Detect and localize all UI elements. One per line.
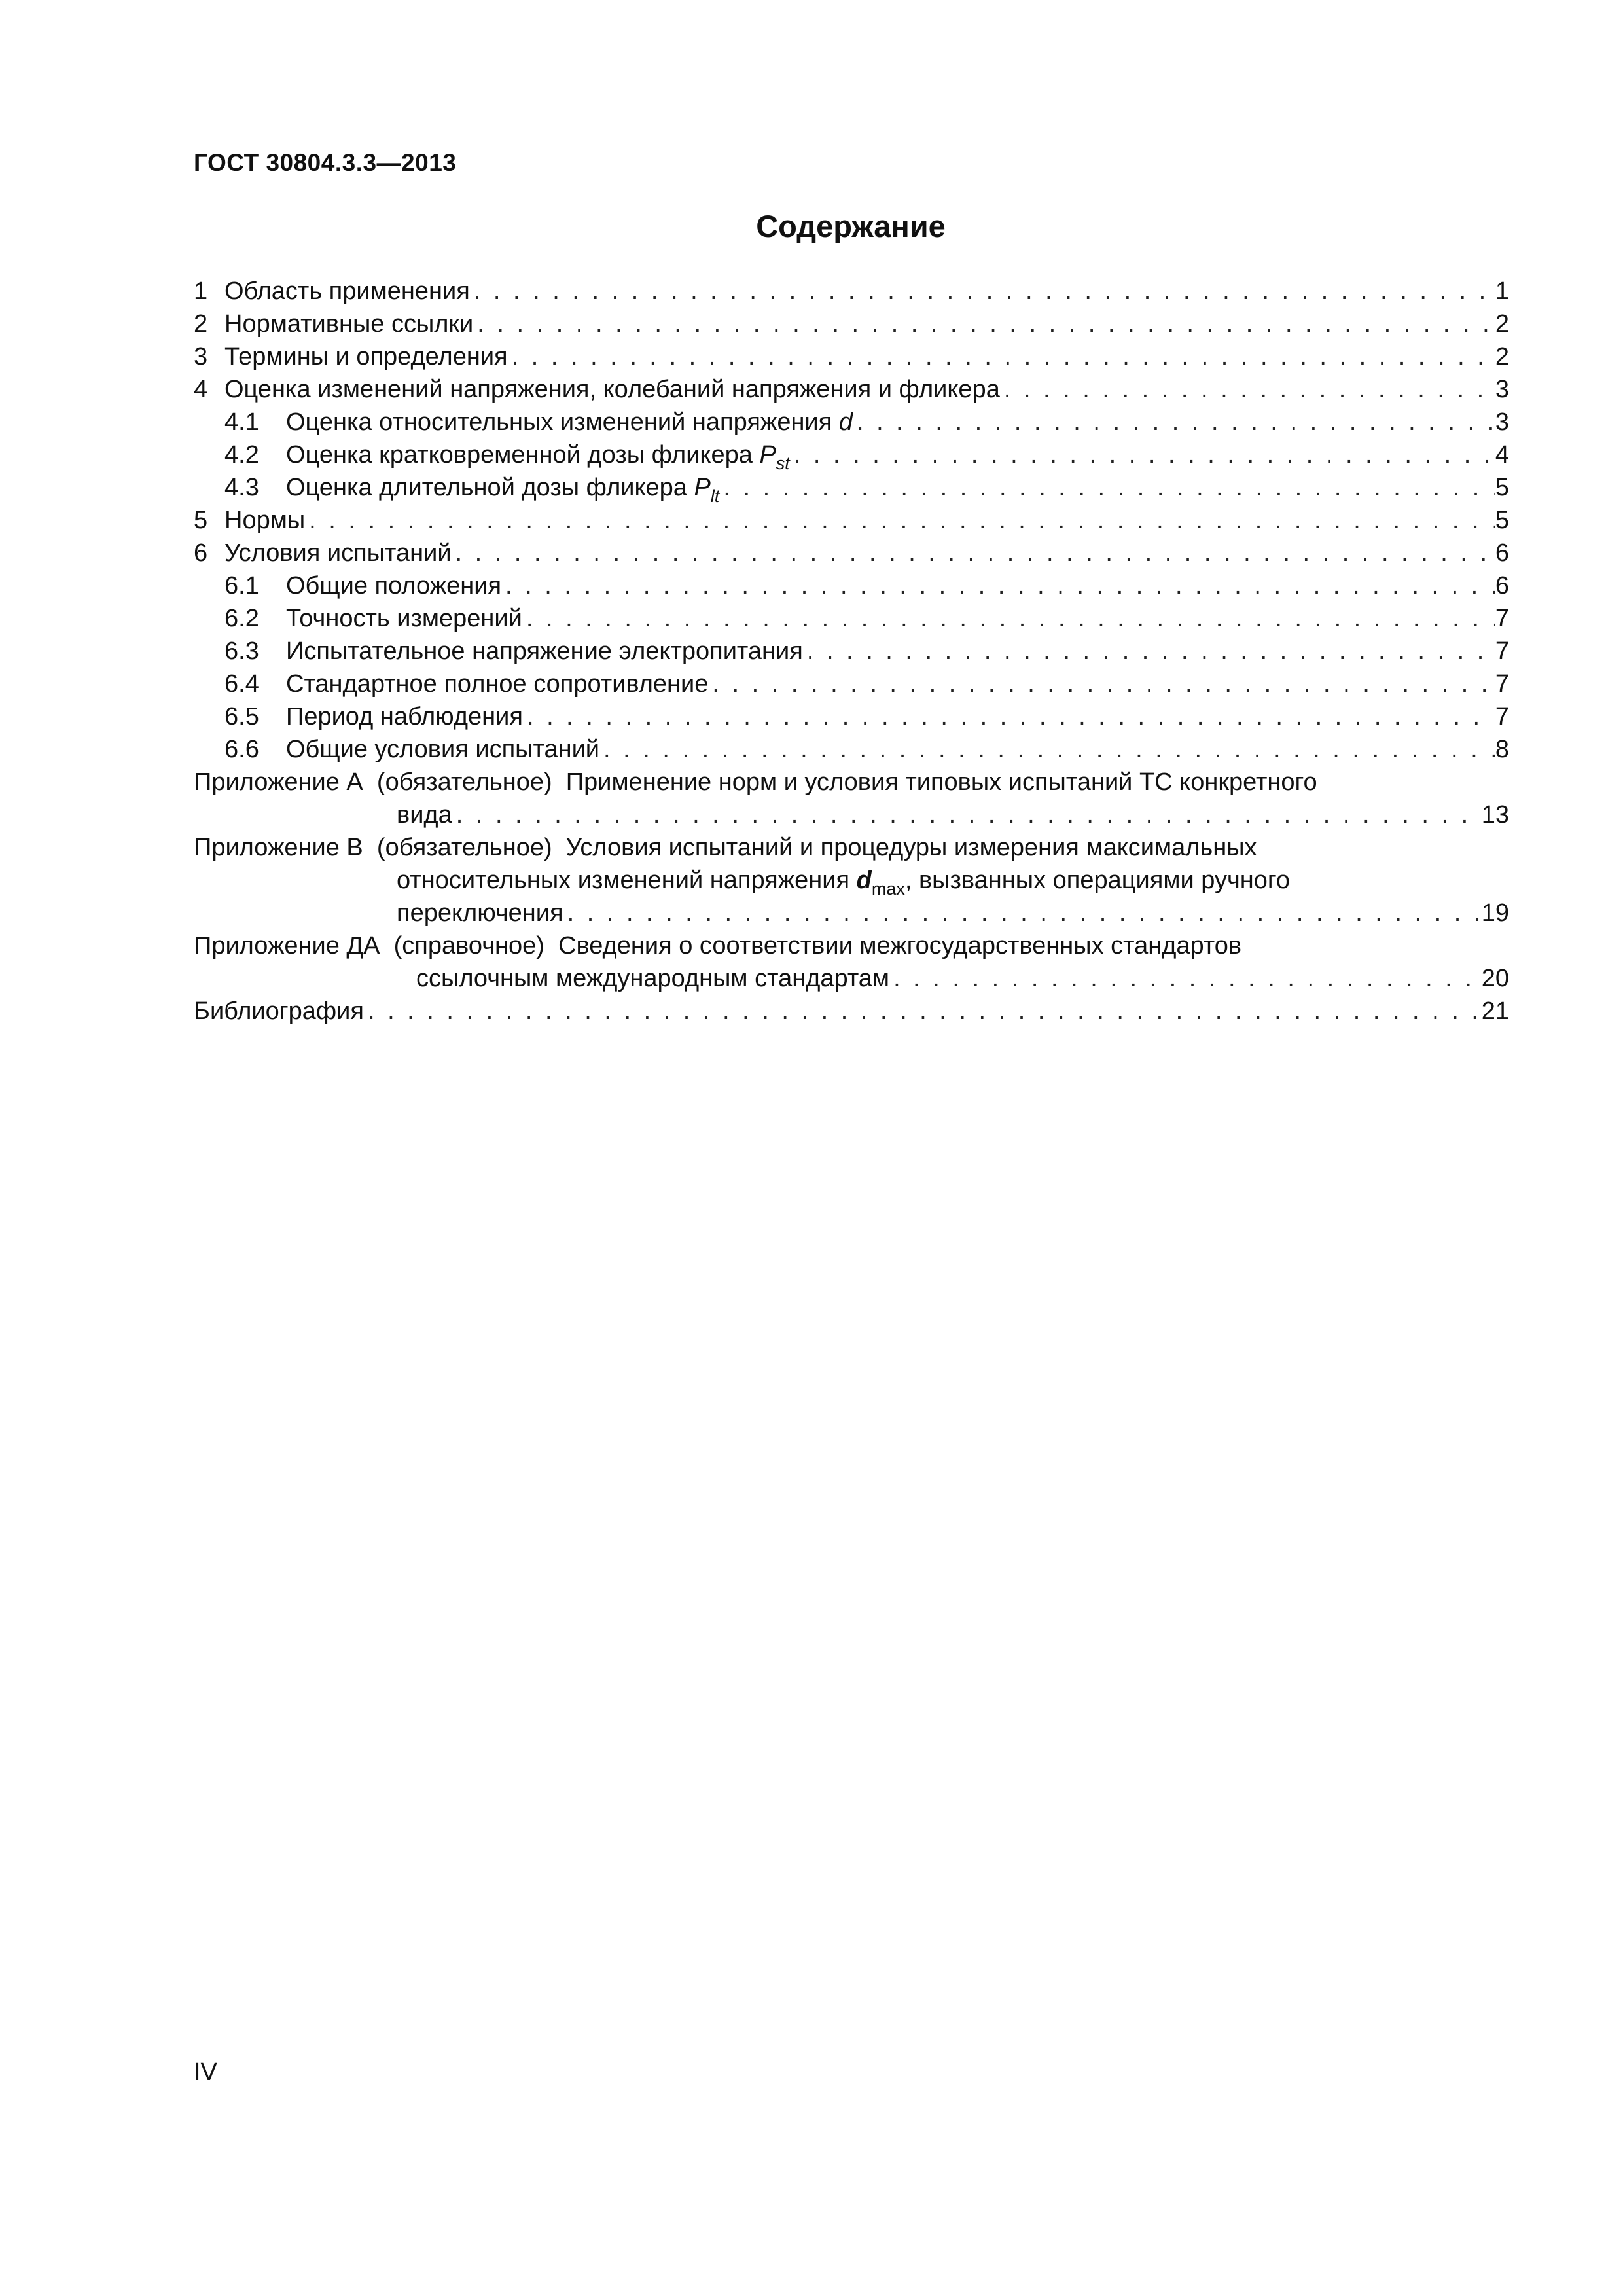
appendix-type: (обязательное) [376,834,552,861]
leader-dots [893,962,1482,995]
appendix-type: (справочное) [393,932,544,960]
symbol-subscript: lt [710,486,720,506]
toc-entry-6-5[interactable] [194,700,1509,733]
toc-number: 6.2 [224,605,259,632]
leader-dots [712,668,1495,700]
appendix-title-cont: ссылочным международным стандартам [416,965,890,992]
toc-entry-4[interactable] [194,373,1509,406]
toc-number: 6.1 [224,572,259,600]
toc-page: 21 [1481,997,1509,1025]
toc-label: Условия испытаний [224,539,452,567]
symbol-subscript: max [871,879,905,899]
symbol-subscript: st [776,454,790,473]
toc-label: Стандартное полное сопротивление [286,670,709,698]
toc-page: 7 [1495,703,1509,730]
toc-entry-3[interactable] [194,340,1509,373]
appendix-name: Приложение В [194,834,363,861]
appendix-type: (обязательное) [376,768,552,796]
toc-number: 2 [194,310,208,338]
toc-label: Оценка изменений напряжения, колебаний напряжения и фликера [224,376,1000,403]
leader-dots [527,700,1495,733]
leader-dots [857,406,1495,439]
toc-appendix-b-line-2 [194,864,1509,897]
toc-page: 6 [1495,572,1509,600]
toc-label: Испытательное напряжение электропитания [286,637,803,665]
leader-dots [309,504,1495,537]
toc-entry-4-1[interactable] [194,406,1509,439]
table-of-contents [194,275,1509,1028]
toc-page: 13 [1481,801,1509,829]
appendix-title: Применение норм и условия типовых испытаний ТС конкретного [565,768,1317,796]
toc-page: 2 [1495,343,1509,370]
toc-appendix-a-line-1[interactable] [194,766,1509,798]
symbol-d: d [838,408,853,436]
toc-page: 1 [1495,278,1509,305]
leader-dots [456,798,1482,831]
leader-dots [368,995,1482,1028]
leader-dots [603,733,1495,766]
toc-entry-1[interactable] [194,275,1509,308]
page-number: IV [194,2058,217,2086]
toc-label: Оценка кратковременной дозы фликера [286,441,753,469]
toc-number: 6.3 [224,637,259,665]
toc-label: Нормативные ссылки [224,310,474,338]
toc-label: Термины и определения [224,343,508,370]
toc-entry-5[interactable] [194,504,1509,537]
appendix-title: Сведения о соответствии межгосударственных стандартов [558,932,1242,960]
toc-label: Оценка длительной дозы фликера [286,474,687,501]
leader-dots [512,340,1495,373]
toc-page: 7 [1495,670,1509,698]
toc-number: 4.3 [224,474,259,501]
page-title: Содержание [756,209,946,243]
toc-label: Область применения [224,278,470,305]
appendix-title-cont: переключения [397,899,563,927]
toc-page: 8 [1495,736,1509,763]
toc-page: 19 [1481,899,1509,927]
toc-number: 6.6 [224,736,259,763]
toc-page: 3 [1495,376,1509,403]
toc-appendix-b-line-1[interactable] [194,831,1509,864]
toc-appendix-da-line-2[interactable] [194,962,1509,995]
appendix-title-cont: , вызванных операциями ручного [904,867,1291,894]
toc-number: 1 [194,278,208,305]
toc-label: Точность измерений [286,605,522,632]
toc-page: 7 [1495,637,1509,665]
toc-label: Общие условия испытаний [286,736,600,763]
toc-entry-2[interactable] [194,308,1509,340]
toc-label: Оценка относительных изменений напряжения [286,408,832,436]
toc-number: 4.1 [224,408,259,436]
document-code: ГОСТ 30804.3.3—2013 [194,149,457,176]
appendix-name: Приложение ДА [194,932,380,960]
toc-number: 5 [194,507,208,534]
toc-number: 3 [194,343,208,370]
toc-entry-6-6[interactable] [194,733,1509,766]
leader-dots [526,602,1495,635]
leader-dots [505,569,1495,602]
symbol-p: P [694,474,711,501]
leader-dots [794,439,1495,471]
toc-bibliography[interactable] [194,995,1509,1028]
toc-entry-6-1[interactable] [194,569,1509,602]
toc-number: 6.5 [224,703,259,730]
toc-number: 4.2 [224,441,259,469]
toc-entry-4-3[interactable] [194,471,1509,504]
toc-number: 6 [194,539,208,567]
toc-appendix-a-line-2[interactable] [194,798,1509,831]
toc-label: Нормы [224,507,306,534]
toc-entry-6-3[interactable] [194,635,1509,668]
toc-page: 4 [1495,441,1509,469]
toc-page: 3 [1495,408,1509,436]
toc-page: 6 [1495,539,1509,567]
leader-dots [1004,373,1495,406]
appendix-title-cont: относительных изменений напряжения [397,867,850,894]
toc-entry-6-2[interactable] [194,602,1509,635]
toc-page: 2 [1495,310,1509,338]
toc-entry-6[interactable] [194,537,1509,569]
leader-dots [477,308,1495,340]
symbol-p: P [759,441,776,469]
toc-page: 20 [1481,965,1509,992]
toc-label: Библиография [194,997,364,1025]
toc-number: 6.4 [224,670,259,698]
toc-appendix-da-line-1[interactable] [194,929,1509,962]
leader-dots [807,635,1495,668]
leader-dots [474,275,1495,308]
appendix-name: Приложение А [194,768,363,796]
toc-entry-6-4[interactable] [194,668,1509,700]
symbol-d: d [856,867,872,894]
appendix-title: Условия испытаний и процедуры измерения максимальных [565,834,1257,861]
toc-page: 7 [1495,605,1509,632]
toc-page: 5 [1495,507,1509,534]
leader-dots [455,537,1495,569]
leader-dots [723,471,1495,504]
toc-page: 5 [1495,474,1509,501]
toc-appendix-b-line-3[interactable] [194,897,1509,929]
leader-dots [567,897,1482,929]
toc-label: Период наблюдения [286,703,523,730]
toc-label: Общие положения [286,572,502,600]
appendix-title-cont: вида [397,801,452,829]
toc-number: 4 [194,376,208,403]
toc-entry-4-2[interactable] [194,439,1509,471]
